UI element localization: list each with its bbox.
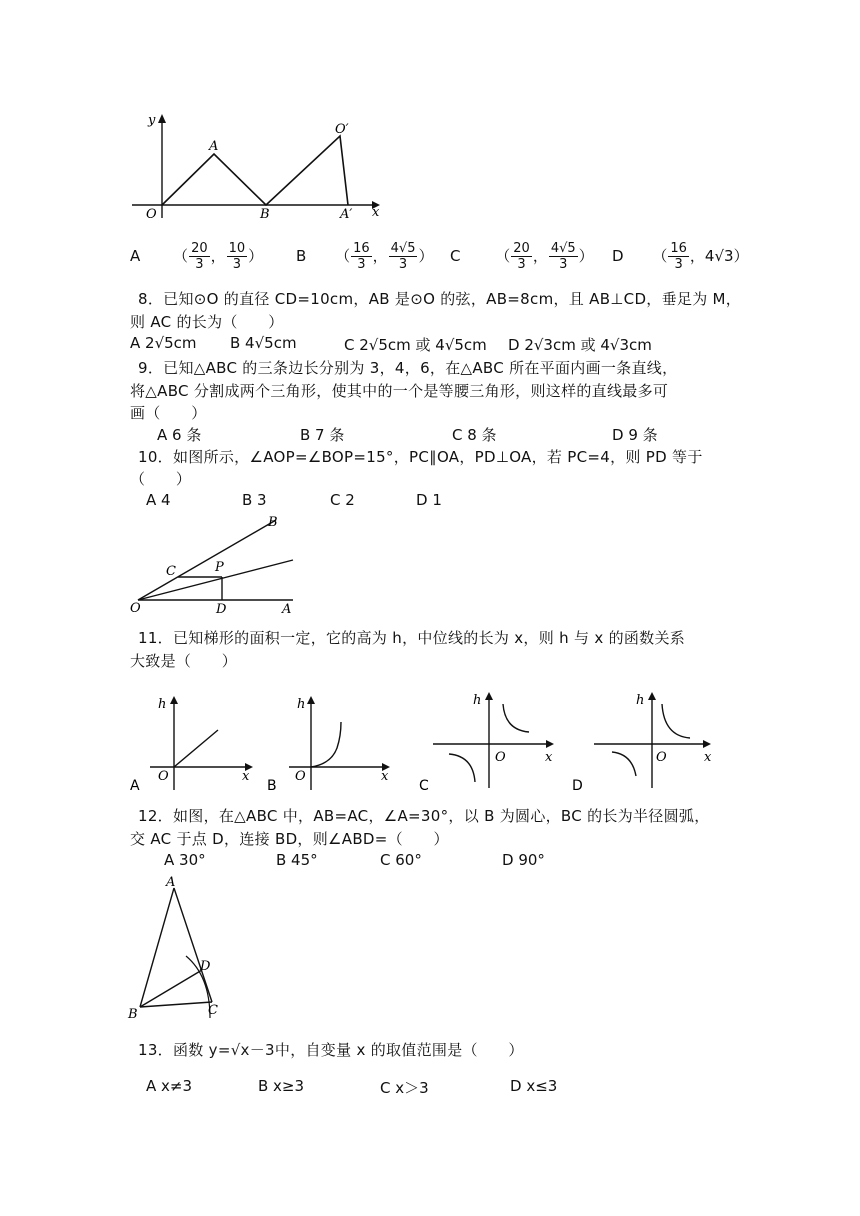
label-x: x (545, 750, 553, 765)
y-arrow-icon (648, 692, 656, 700)
y-arrow-icon (307, 696, 315, 704)
q12-line2: 交 AC 于点 D，连接 BD，则∠ABD=（ ） (130, 830, 449, 848)
label-x: x (242, 769, 250, 784)
hyperbola-branch-1 (662, 704, 690, 738)
q10-option-b: B 3 (242, 491, 267, 509)
q12-option-d: D 90° (502, 851, 545, 869)
increasing-curve (311, 722, 341, 767)
label-h: h (636, 693, 645, 708)
q11-graph-a (128, 692, 258, 792)
label-x: x (381, 769, 389, 784)
y-arrow-icon (170, 696, 178, 704)
label-O: O (158, 769, 169, 784)
q9-line1: 9．已知△ABC 的三条边长分别为 3，4，6，在△ABC 所在平面内画一条直线， (138, 359, 678, 377)
option-label-a: A (130, 778, 140, 792)
side-AC (174, 888, 212, 1002)
q12-option-a: A 30° (164, 851, 206, 869)
option-label-d: D (572, 778, 583, 792)
q7-option-c: C （ $\frac{20}{3}$ ， $\frac{4√5}{3}$ ） (450, 241, 594, 272)
q10-option-d: D 1 (416, 491, 442, 509)
q8-option-b: B 4√5cm (230, 334, 297, 352)
q7-option-b: B （ $\frac{16}{3}$ ， $\frac{4√5}{3}$ ） (296, 241, 434, 272)
side-BC (140, 1002, 212, 1007)
label-B: B (260, 207, 270, 222)
label-B: B (128, 1007, 138, 1022)
label-A-prime: A′ (340, 207, 353, 222)
label-A: A (282, 602, 292, 617)
q11-line1: 11．已知梯形的面积一定，它的高为 h，中位线的长为 x，则 h 与 x 的函数关系 (138, 629, 686, 647)
hyperbola-branch-1 (503, 704, 529, 732)
label-h: h (158, 697, 167, 712)
q13-option-b: B x≥3 (258, 1077, 305, 1095)
q13-option-c: C x＞3 (380, 1079, 429, 1097)
x-arrow-icon (546, 740, 554, 748)
q9-option-a: A 6 条 (157, 426, 202, 444)
label-C: C (166, 564, 176, 579)
label-O: O (656, 750, 667, 765)
label-x: x (372, 205, 380, 220)
option-label-b: B (267, 778, 277, 792)
label-h: h (297, 697, 306, 712)
label-O-prime: O′ (335, 122, 349, 137)
y-arrow-icon (485, 692, 493, 700)
q9-option-b: B 7 条 (300, 426, 345, 444)
angle-figure (128, 512, 298, 617)
label-A: A (166, 875, 176, 890)
label-h: h (473, 693, 482, 708)
hyperbola-branch-2 (612, 752, 636, 776)
label-P: P (215, 560, 224, 575)
q12-option-c: C 60° (380, 851, 422, 869)
q13-prefix: 13．函数 (138, 1041, 209, 1059)
q7-option-d: D （ $\frac{16}{3}$ ，4√3） (612, 241, 749, 272)
q13-suffix: 中，自变量 x 的取值范围是（ ） (274, 1041, 524, 1059)
label-y: y (148, 113, 156, 128)
q8-line1: 8．已知⊙O 的直径 CD=10cm，AB 是⊙O 的弦，AB=8cm，且 AB⊥CD，垂足为 M， (138, 290, 742, 308)
q12-line1: 12．如图，在△ABC 中，AB=AC，∠A=30°，以 B 为圆心，BC 的长为半径圆弧， (138, 807, 710, 825)
q13-line (138, 1039, 524, 1060)
q12-option-b: B 45° (276, 851, 318, 869)
option-label-c: C (419, 778, 429, 792)
q8-line2: 则 AC 的长为（ ） (130, 313, 284, 331)
q13-option-d: D x≤3 (510, 1077, 558, 1095)
q8-option-d: D 2√3cm 或 4√3cm (508, 336, 652, 354)
q11-graph-c (417, 688, 562, 792)
q10-option-a: A 4 (146, 491, 171, 509)
q8-option-c: C 2√5cm 或 4√5cm (344, 336, 487, 354)
q10-line1: 10．如图所示，∠AOP=∠BOP=15°，PC∥OA，PD⊥OA，若 PC=4，则 PD 等于 (138, 448, 703, 466)
q9-option-c: C 8 条 (452, 426, 497, 444)
label-O: O (295, 769, 306, 784)
label-O: O (146, 207, 157, 222)
q10-option-c: C 2 (330, 491, 355, 509)
q7-option-a: A （ $\frac{20}{3}$ ， $\frac{10}{3}$ ） (130, 241, 264, 272)
q11-line2: 大致是（ ） (130, 652, 238, 670)
label-A: A (209, 139, 219, 154)
q11-graph-d (570, 688, 720, 792)
y-axis-arrow-icon (158, 114, 166, 123)
q9-option-d: D 9 条 (612, 426, 658, 444)
triangle-figure (126, 872, 226, 1022)
linear-curve (174, 730, 218, 767)
label-x: x (704, 750, 712, 765)
hyperbola-branch-2 (449, 754, 475, 782)
ray-OB (138, 520, 276, 600)
coordinate-figure (128, 110, 388, 225)
label-B: B (268, 515, 278, 530)
label-D: D (200, 959, 211, 974)
label-O: O (130, 601, 141, 616)
x-arrow-icon (703, 740, 711, 748)
zigzag-path (162, 136, 348, 205)
q8-option-a: A 2√5cm (130, 334, 197, 352)
q10-line2: （ ） (130, 470, 192, 488)
q13-function: y=√x－3 (208, 1041, 275, 1059)
q9-line3: 画（ ） (130, 404, 207, 422)
label-C: C (208, 1003, 218, 1018)
q11-graph-b (265, 692, 395, 792)
q13-option-a: A x≠3 (146, 1077, 193, 1095)
label-O: O (495, 750, 506, 765)
label-D: D (216, 602, 227, 617)
q9-line2: 将△ABC 分割成两个三角形，使其中的一个是等腰三角形，则这样的直线最多可 (130, 382, 669, 400)
